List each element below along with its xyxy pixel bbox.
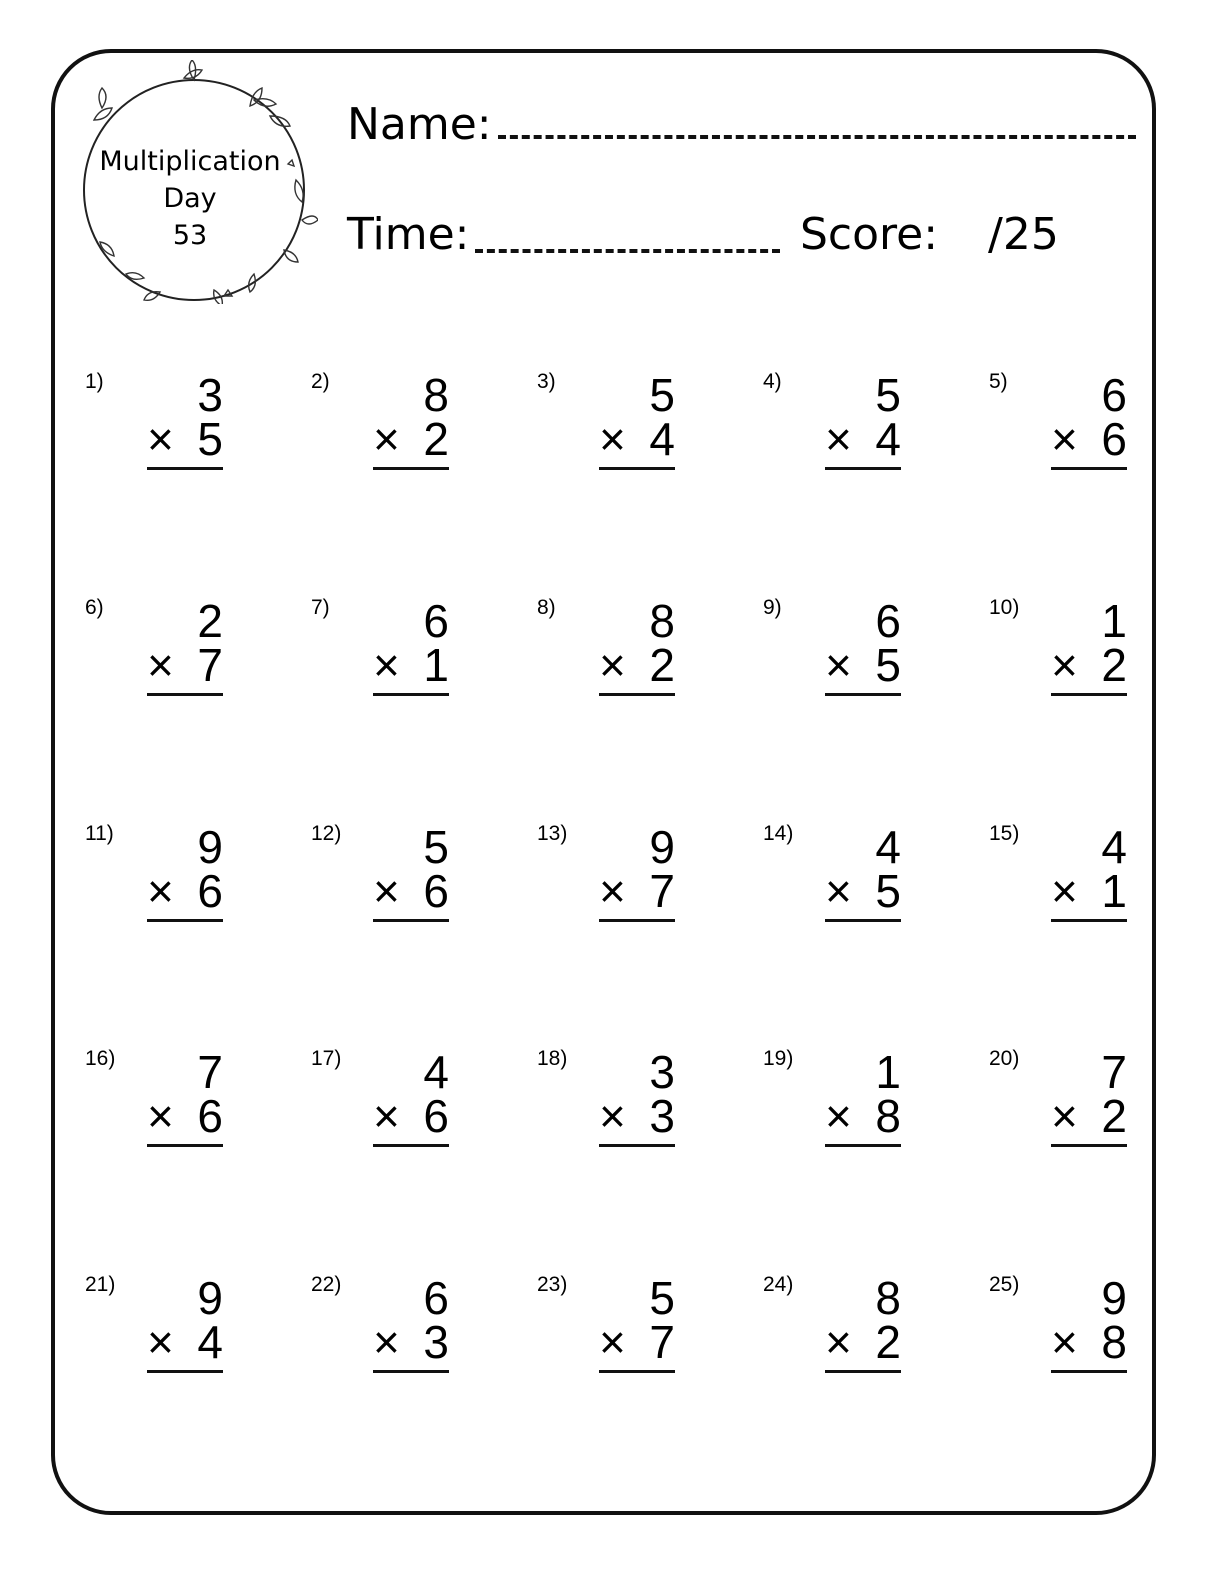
problem-22 bbox=[311, 1273, 449, 1413]
multiplier: 4 bbox=[649, 413, 675, 465]
problem-8 bbox=[537, 596, 675, 736]
multiplicand: 9 bbox=[197, 821, 223, 873]
answer-line bbox=[599, 1370, 675, 1373]
problem-12 bbox=[311, 822, 449, 962]
problem-number: 10) bbox=[989, 596, 1020, 619]
multiplier: 5 bbox=[197, 413, 223, 465]
times-sign: × bbox=[1051, 865, 1078, 917]
answer-line bbox=[373, 467, 449, 470]
answer-line bbox=[373, 1370, 449, 1373]
multiplicand: 8 bbox=[423, 369, 449, 421]
problem-number: 5) bbox=[989, 370, 1008, 393]
problem-number: 15) bbox=[989, 822, 1020, 845]
problem-25 bbox=[989, 1273, 1127, 1413]
problem-3 bbox=[537, 370, 675, 510]
time-label: Time: bbox=[347, 209, 470, 260]
multiplier: 6 bbox=[197, 1090, 223, 1142]
times-sign: × bbox=[599, 413, 626, 465]
multiplier: 2 bbox=[649, 639, 675, 691]
answer-line bbox=[147, 1144, 223, 1147]
problem-23 bbox=[537, 1273, 675, 1413]
problem-number: 12) bbox=[311, 822, 342, 845]
problem-17 bbox=[311, 1047, 449, 1187]
multiplicand: 9 bbox=[1101, 1272, 1127, 1324]
problem-16 bbox=[85, 1047, 223, 1187]
answer-line bbox=[825, 919, 901, 922]
answer-line bbox=[1051, 1144, 1127, 1147]
times-sign: × bbox=[147, 1090, 174, 1142]
times-sign: × bbox=[147, 639, 174, 691]
multiplicand: 8 bbox=[875, 1272, 901, 1324]
problem-6 bbox=[85, 596, 223, 736]
problem-19 bbox=[763, 1047, 901, 1187]
answer-line bbox=[373, 1144, 449, 1147]
multiplier: 6 bbox=[1101, 413, 1127, 465]
multiplicand: 4 bbox=[875, 821, 901, 873]
answer-line bbox=[1051, 919, 1127, 922]
multiplicand: 4 bbox=[1101, 821, 1127, 873]
times-sign: × bbox=[825, 1090, 852, 1142]
problem-13 bbox=[537, 822, 675, 962]
answer-line bbox=[599, 1144, 675, 1147]
answer-line bbox=[1051, 693, 1127, 696]
problem-number: 7) bbox=[311, 596, 330, 619]
problem-9 bbox=[763, 596, 901, 736]
multiplier: 6 bbox=[423, 1090, 449, 1142]
answer-line bbox=[373, 693, 449, 696]
problem-number: 24) bbox=[763, 1273, 794, 1296]
multiplier: 5 bbox=[875, 865, 901, 917]
multiplicand: 3 bbox=[649, 1046, 675, 1098]
multiplicand: 6 bbox=[875, 595, 901, 647]
name-label: Name: bbox=[347, 99, 492, 150]
problem-number: 2) bbox=[311, 370, 330, 393]
problem-7 bbox=[311, 596, 449, 736]
problem-2 bbox=[311, 370, 449, 510]
times-sign: × bbox=[825, 413, 852, 465]
times-sign: × bbox=[599, 639, 626, 691]
problem-20 bbox=[989, 1047, 1127, 1187]
times-sign: × bbox=[599, 865, 626, 917]
problem-number: 20) bbox=[989, 1047, 1020, 1070]
multiplier: 7 bbox=[197, 639, 223, 691]
times-sign: × bbox=[1051, 1090, 1078, 1142]
multiplier: 6 bbox=[197, 865, 223, 917]
score-label: Score: bbox=[800, 209, 939, 260]
times-sign: × bbox=[599, 1316, 626, 1368]
answer-line bbox=[373, 919, 449, 922]
badge-line2: Day bbox=[163, 183, 217, 214]
multiplicand: 6 bbox=[423, 595, 449, 647]
multiplier: 2 bbox=[1101, 1090, 1127, 1142]
multiplicand: 6 bbox=[423, 1272, 449, 1324]
times-sign: × bbox=[373, 413, 400, 465]
problem-15 bbox=[989, 822, 1127, 962]
answer-line bbox=[1051, 1370, 1127, 1373]
problem-number: 14) bbox=[763, 822, 794, 845]
problem-number: 9) bbox=[763, 596, 782, 619]
times-sign: × bbox=[373, 865, 400, 917]
answer-line bbox=[599, 693, 675, 696]
time-field[interactable] bbox=[475, 249, 780, 253]
multiplier: 1 bbox=[1101, 865, 1127, 917]
answer-line bbox=[1051, 467, 1127, 470]
problem-number: 19) bbox=[763, 1047, 794, 1070]
problem-number: 3) bbox=[537, 370, 556, 393]
answer-line bbox=[825, 1370, 901, 1373]
name-field[interactable] bbox=[498, 135, 1136, 139]
multiplier: 3 bbox=[649, 1090, 675, 1142]
multiplicand: 5 bbox=[875, 369, 901, 421]
times-sign: × bbox=[147, 1316, 174, 1368]
multiplier: 4 bbox=[197, 1316, 223, 1368]
multiplier: 5 bbox=[875, 639, 901, 691]
multiplicand: 2 bbox=[197, 595, 223, 647]
problem-1 bbox=[85, 370, 223, 510]
multiplicand: 8 bbox=[649, 595, 675, 647]
multiplier: 2 bbox=[1101, 639, 1127, 691]
multiplicand: 1 bbox=[875, 1046, 901, 1098]
times-sign: × bbox=[825, 1316, 852, 1368]
multiplicand: 9 bbox=[649, 821, 675, 873]
problem-14 bbox=[763, 822, 901, 962]
problem-number: 22) bbox=[311, 1273, 342, 1296]
problem-number: 16) bbox=[85, 1047, 116, 1070]
answer-line bbox=[147, 919, 223, 922]
badge-line3: 53 bbox=[172, 220, 208, 251]
answer-line bbox=[599, 467, 675, 470]
times-sign: × bbox=[373, 639, 400, 691]
score-total: /25 bbox=[988, 209, 1059, 260]
multiplicand: 7 bbox=[1101, 1046, 1127, 1098]
multiplicand: 5 bbox=[649, 369, 675, 421]
times-sign: × bbox=[373, 1316, 400, 1368]
problem-number: 11) bbox=[85, 822, 114, 845]
multiplicand: 1 bbox=[1101, 595, 1127, 647]
multiplier: 8 bbox=[875, 1090, 901, 1142]
multiplier: 7 bbox=[649, 865, 675, 917]
problem-24 bbox=[763, 1273, 901, 1413]
answer-line bbox=[825, 467, 901, 470]
answer-line bbox=[825, 1144, 901, 1147]
problem-5 bbox=[989, 370, 1127, 510]
multiplier: 6 bbox=[423, 865, 449, 917]
multiplier: 3 bbox=[423, 1316, 449, 1368]
times-sign: × bbox=[1051, 639, 1078, 691]
problem-number: 21) bbox=[85, 1273, 116, 1296]
multiplicand: 3 bbox=[197, 369, 223, 421]
multiplicand: 7 bbox=[197, 1046, 223, 1098]
times-sign: × bbox=[147, 413, 174, 465]
multiplier: 4 bbox=[875, 413, 901, 465]
answer-line bbox=[147, 1370, 223, 1373]
times-sign: × bbox=[599, 1090, 626, 1142]
multiplicand: 4 bbox=[423, 1046, 449, 1098]
multiplier: 1 bbox=[423, 639, 449, 691]
answer-line bbox=[599, 919, 675, 922]
problem-number: 18) bbox=[537, 1047, 568, 1070]
problem-number: 8) bbox=[537, 596, 556, 619]
multiplier: 7 bbox=[649, 1316, 675, 1368]
problem-number: 6) bbox=[85, 596, 104, 619]
problem-number: 1) bbox=[85, 370, 104, 393]
times-sign: × bbox=[147, 865, 174, 917]
problem-number: 17) bbox=[311, 1047, 342, 1070]
times-sign: × bbox=[1051, 1316, 1078, 1368]
multiplicand: 5 bbox=[423, 821, 449, 873]
badge-line1: Multiplication bbox=[99, 146, 281, 177]
problem-number: 25) bbox=[989, 1273, 1020, 1296]
problem-number: 4) bbox=[763, 370, 782, 393]
badge-title bbox=[82, 143, 298, 254]
multiplicand: 9 bbox=[197, 1272, 223, 1324]
times-sign: × bbox=[1051, 413, 1078, 465]
answer-line bbox=[825, 693, 901, 696]
multiplier: 8 bbox=[1101, 1316, 1127, 1368]
multiplicand: 6 bbox=[1101, 369, 1127, 421]
problem-number: 13) bbox=[537, 822, 568, 845]
multiplicand: 5 bbox=[649, 1272, 675, 1324]
answer-line bbox=[147, 693, 223, 696]
problem-18 bbox=[537, 1047, 675, 1187]
problem-21 bbox=[85, 1273, 223, 1413]
problem-11 bbox=[85, 822, 223, 962]
answer-line bbox=[147, 467, 223, 470]
times-sign: × bbox=[825, 865, 852, 917]
times-sign: × bbox=[373, 1090, 400, 1142]
problem-10 bbox=[989, 596, 1127, 736]
problem-number: 23) bbox=[537, 1273, 568, 1296]
problem-4 bbox=[763, 370, 901, 510]
times-sign: × bbox=[825, 639, 852, 691]
multiplier: 2 bbox=[875, 1316, 901, 1368]
multiplier: 2 bbox=[423, 413, 449, 465]
